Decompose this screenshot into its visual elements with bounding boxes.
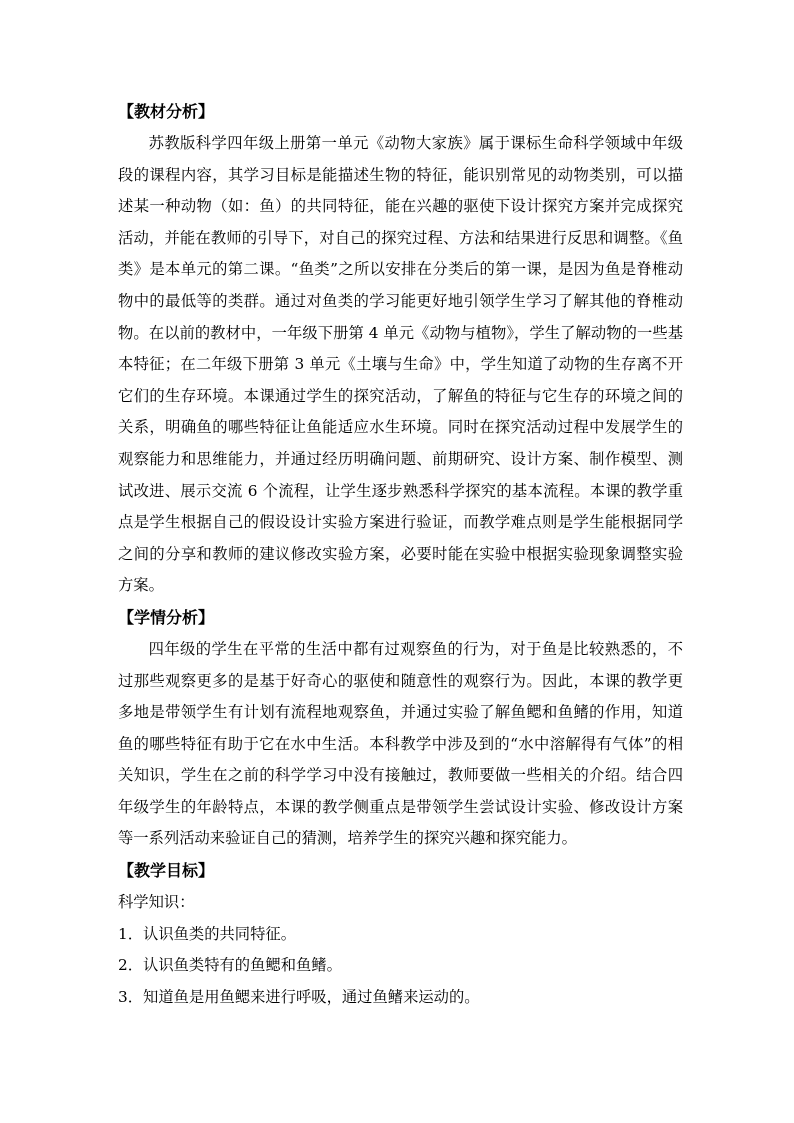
science-knowledge-subheading: 科学知识： bbox=[118, 893, 195, 912]
goal-item-2: 2．认识鱼类特有的鱼鳃和鱼鳍。 bbox=[118, 956, 342, 975]
student-analysis-heading: 【学情分析】 bbox=[118, 607, 215, 627]
teaching-goals-heading: 【教学目标】 bbox=[118, 861, 215, 881]
goal-item-3: 3．知道鱼是用鱼鳃来进行呼吸，通过鱼鳍来运动的。 bbox=[118, 987, 480, 1006]
goal-item-1: 1．认识鱼类的共同特征。 bbox=[118, 924, 296, 943]
textbook-analysis-heading: 【教材分析】 bbox=[118, 102, 215, 121]
student-analysis-paragraph: 四年级的学生在平常的生活中都有过观察鱼的行为，对于鱼是比较熟悉的，不过那些观察更多的是基于好奇心的驱使和随意性的观察行为。因此，本课的教学更多地是带领学生有计划有流程地观察鱼，并通过实验了解鱼鳃和鱼鳍的作用，知道鱼的哪些特征有助于它在水中生活。本科教学中涉及到的“水中溶解得有气体”的相关知识，学生在之前的科学学习中没有接触过，教师要做一些相关的介绍。结合四年级学生的年龄特点，本课的教学侧重点是带领学生尝试设计实验、修改设计方案等一系列活动来验证自己的猜测，培养学生的探究兴趣和探究能力。 bbox=[118, 639, 683, 848]
textbook-analysis-paragraph: 苏教版科学四年级上册第一单元《动物大家族》属于课标生命科学领域中年级段的课程内容，其学习目标是能描述生物的特征，能识别常见的动物类别，可以描述某一种动物（如：鱼）的共同特征，能在兴趣的驱使下设计探究方案并完成探究活动，并能在教师的引导下，对自己的探究过程、方法和结果进行反思和调整。《鱼类》是本单元的第二课。“鱼类”之所以安排在分类后的第一课，是因为鱼是脊椎动物中的最低等的类群。通过对鱼类的学习能更好地引领学生学习了解其他的脊椎动物。在以前的教材中，一年级下册第 4 单元《动物与植物》，学生了解动物的一些基本特征；在二年级下册第 3 单元《土壤与生命》中，学生知道了动物的生存离不开它们的生存环境。本课通过学生的探究活动，了解鱼的特征与它生存的环境之间的关系，明确鱼的哪些特征让鱼能适应水生环境。同时在探究活动过程中发展学生的观察能力和思维能力，并通过经历明确问题、前期研究、设计方案、制作模型、测试改进、展示交流 6 个流程，让学生逐步熟悉科学探究的基本流程。本课的教学重点是学生根据自己的假设设计实验方案进行验证，而教学难点则是学生能根据同学之间的分享和教师的建议修改实验方案，必要时能在实验中根据实验现象调整实验方案。 bbox=[118, 134, 683, 595]
document-content bbox=[118, 96, 683, 1013]
